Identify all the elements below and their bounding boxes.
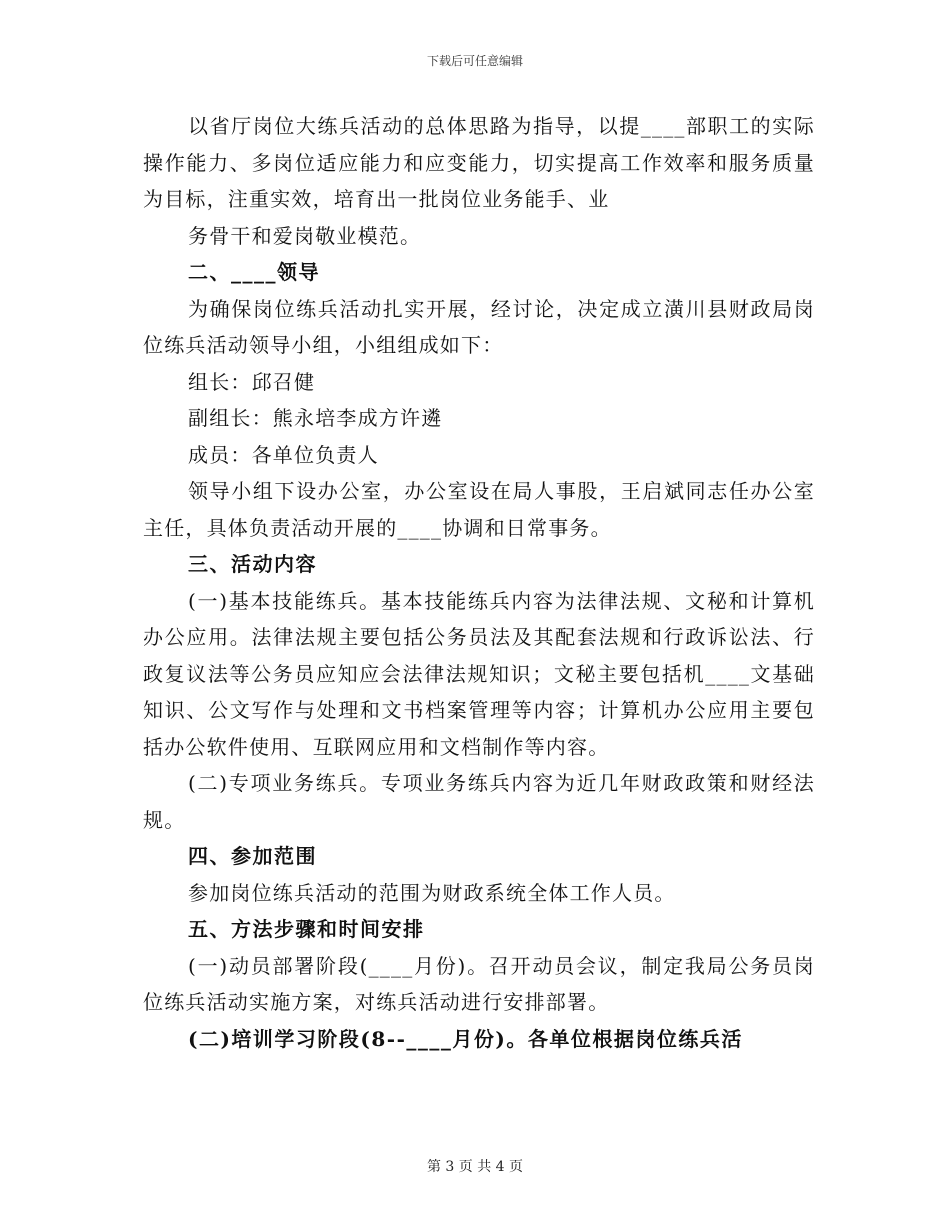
- page-number: 第 3 页 共 4 页: [426, 1159, 524, 1175]
- paragraph-training-stage: (二)培训学习阶段(8--____月份)。各单位根据岗位练兵活: [188, 1026, 743, 1051]
- paragraph-leadership-group: 为确保岗位练兵活动扎实开展，经讨论，决定成立潢川县财政局岗位练兵活动领导小组，小组组成如下：: [143, 296, 815, 357]
- paragraph-scope: 参加岗位练兵活动的范围为财政系统全体工作人员。: [188, 880, 676, 905]
- paragraph-special-business: (二)专项业务练兵。专项业务练兵内容为近几年财政政策和财经法规。: [143, 771, 815, 832]
- section-heading-scope: 四、参加范围: [188, 844, 317, 868]
- paragraph-basic-skills: (一)基本技能练兵。基本技能练兵内容为法律法规、文秘和计算机办公应用。法律法规主要包括公务员法及其配套法规和行政诉讼法、行政复议法等公务员应知应会法律法规知识；文秘主要包括机____文基础知识、公文写作与处理和文书档案管理等内容；计算机办公应用主要包括办公软件使用、互联网应用和文档制作等内容。: [143, 588, 815, 759]
- section-heading-content: 三、活动内容: [188, 552, 317, 576]
- paragraph-guideline: 以省厅岗位大练兵活动的总体思路为指导，以提____部职工的实际操作能力、多岗位适应能力和应变能力，切实提高工作效率和服务质量为目标，注重实效，培育出一批岗位业务能手、业: [143, 114, 815, 211]
- paragraph-group-leader: 组长：邱召健: [188, 369, 316, 394]
- document-body: [143, 108, 815, 1057]
- section-heading-leadership: 二、____领导: [188, 260, 320, 284]
- section-heading-schedule: 五、方法步骤和时间安排: [188, 917, 425, 941]
- paragraph-deputy-leaders: 副组长：熊永培李成方许遴: [188, 406, 443, 430]
- paragraph-guideline-cont: 务骨干和爱岗敬业模范。: [188, 223, 422, 248]
- paragraph-mobilization: (一)动员部署阶段(____月份)。召开动员会议，制定我局公务员岗位练兵活动实施方案，对练兵活动进行安排部署。: [143, 953, 815, 1014]
- page-header-note: 下载后可任意编辑: [426, 54, 523, 68]
- paragraph-members: 成员：各单位负责人: [188, 442, 379, 467]
- paragraph-office: 领导小组下设办公室，办公室设在局人事股，王启斌同志任办公室主任，具体负责活动开展的____协调和日常事务。: [143, 479, 815, 540]
